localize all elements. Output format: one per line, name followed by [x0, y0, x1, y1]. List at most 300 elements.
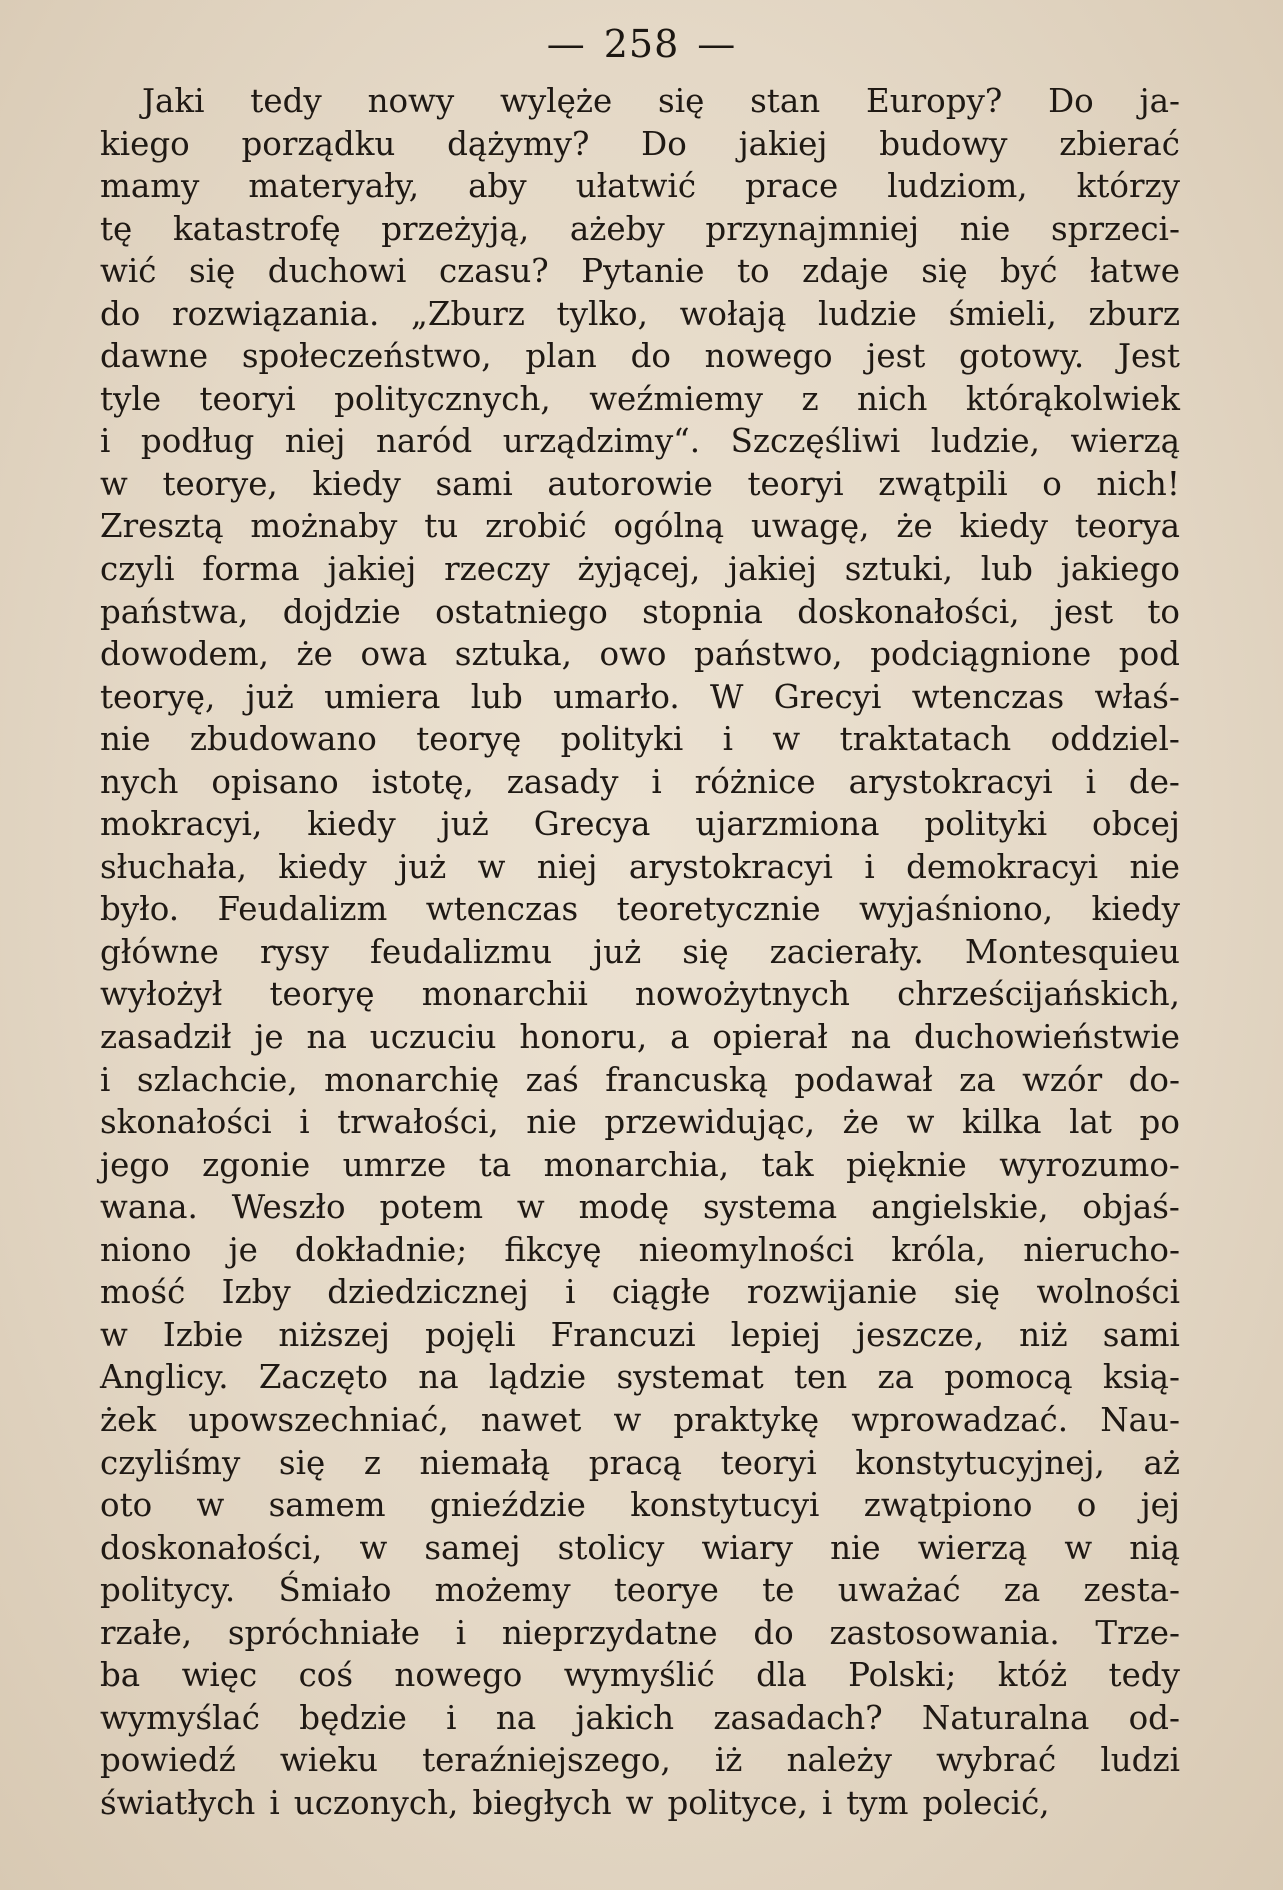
word: dowodem,: [100, 635, 269, 674]
word: uwagę,: [751, 507, 870, 546]
text-line: [100, 1229, 1180, 1272]
word: prace: [745, 167, 839, 206]
word: monarchia,: [543, 1145, 730, 1184]
word: wzór: [1022, 1060, 1103, 1099]
word: polityce,: [667, 1783, 808, 1822]
word: porządku: [241, 124, 396, 163]
text-line: [100, 1271, 1180, 1314]
word: ażeby: [569, 209, 665, 248]
word: i: [299, 1103, 310, 1142]
word: o: [1042, 464, 1062, 503]
word: urządzimy“.: [502, 422, 701, 461]
word: na: [495, 1698, 537, 1737]
word: nie: [100, 720, 151, 759]
text-line: [100, 803, 1180, 846]
word: ludzie: [818, 294, 917, 333]
word: powiedź: [100, 1741, 236, 1780]
word: w: [613, 1400, 642, 1439]
text-line: [100, 1186, 1180, 1229]
word: za: [1003, 1571, 1041, 1610]
word: przeżyją,: [381, 209, 530, 248]
word: owa: [360, 635, 428, 674]
word: pięknie: [846, 1145, 967, 1184]
word: sztuka,: [454, 635, 572, 674]
word: katastrofę: [172, 209, 341, 248]
word: nich: [857, 379, 928, 418]
word: pod: [1118, 635, 1180, 674]
text-line: [100, 1442, 1180, 1485]
word: stolicy: [557, 1528, 665, 1567]
word: sztuki,: [844, 550, 953, 589]
word: dokładnie;: [294, 1230, 468, 1269]
word: lub: [980, 550, 1033, 589]
word: społeczeństwo,: [241, 337, 492, 376]
page-number: 258: [603, 22, 680, 66]
word: nowy: [367, 82, 455, 120]
word: coś: [298, 1656, 354, 1695]
word: je: [254, 1018, 284, 1057]
word: wymyślić: [563, 1656, 715, 1695]
word: w: [516, 1188, 545, 1227]
word: zwątpili: [878, 464, 1008, 503]
word: się: [278, 1443, 326, 1482]
word: jest: [1053, 592, 1114, 631]
word: Grecyi: [773, 677, 882, 716]
word: de-: [1128, 762, 1180, 801]
word: nie: [526, 1103, 577, 1142]
word: Zaczęto: [258, 1358, 388, 1397]
word: teoryę: [416, 720, 522, 759]
word: potem: [379, 1188, 484, 1227]
text-line: [100, 888, 1180, 931]
word: plan: [525, 337, 597, 376]
word: wieku: [279, 1741, 378, 1780]
word: francuską: [605, 1060, 768, 1099]
text-line: [100, 1484, 1180, 1527]
word: owo: [599, 635, 667, 674]
word: zrobić: [485, 507, 587, 546]
text-line: [100, 208, 1180, 251]
word: niej: [284, 422, 346, 461]
word: się: [921, 252, 968, 291]
word: jakich: [575, 1698, 675, 1737]
word: wolności: [1036, 1273, 1180, 1312]
word: państwa,: [100, 592, 249, 631]
word: demokracyi: [906, 847, 1099, 886]
word: od-: [1128, 1698, 1180, 1737]
word: zbierać: [1059, 124, 1180, 163]
text-line: [100, 1527, 1180, 1570]
word: państwo,: [694, 635, 843, 674]
word: rzeczy: [444, 550, 550, 589]
word: angielskie,: [871, 1188, 1049, 1227]
word: ludzie,: [930, 422, 1040, 461]
text-line: [100, 718, 1180, 761]
word: jego: [100, 1145, 170, 1184]
word: wymyślać: [100, 1698, 261, 1737]
word: sami: [1102, 1315, 1180, 1354]
word: słuchała,: [100, 847, 247, 886]
word: Weszło: [231, 1188, 346, 1227]
word: „Zburz: [411, 294, 525, 333]
word: samem: [268, 1486, 386, 1525]
word: niemałą: [419, 1443, 551, 1482]
word: należy: [786, 1741, 892, 1780]
word: i: [446, 1698, 457, 1737]
word: wyrozumo-: [999, 1145, 1180, 1184]
word: nieprzydatne: [501, 1613, 718, 1652]
word: zburz: [1088, 294, 1180, 333]
word: Anglicy.: [100, 1358, 229, 1397]
word: wybrać: [936, 1741, 1057, 1780]
word: gotowy.: [959, 337, 1085, 376]
word: kiedy: [312, 464, 401, 503]
word: wylęże: [500, 82, 613, 120]
word: już: [440, 805, 489, 844]
word: się: [682, 932, 729, 971]
word: dawne: [100, 337, 209, 376]
word: właś-: [1094, 677, 1180, 716]
word: wtenczas: [911, 677, 1065, 716]
word: różnice: [694, 762, 816, 801]
word: tedy: [250, 82, 322, 120]
word: kiedy: [959, 507, 1049, 546]
word: na: [850, 1018, 892, 1057]
word: do-: [1128, 1060, 1180, 1099]
word: materyały,: [248, 167, 420, 206]
word: Feudalizm: [217, 890, 388, 929]
word: i: [722, 720, 734, 759]
text-line: [100, 973, 1180, 1016]
word: pojęli: [425, 1315, 516, 1354]
word: lub: [470, 677, 523, 716]
word: ciągłe: [611, 1273, 711, 1312]
word: to: [736, 252, 770, 291]
word: oddziel-: [1050, 720, 1180, 759]
word: autorowie: [547, 464, 713, 503]
word: więc: [181, 1656, 258, 1695]
word: rysy: [259, 932, 329, 971]
word: do: [753, 1613, 794, 1652]
word: w: [772, 720, 801, 759]
word: w: [100, 1315, 128, 1354]
word: lepiej: [730, 1315, 821, 1354]
word: uczonych,: [293, 1783, 459, 1822]
word: mamy: [100, 167, 200, 206]
word: nowożytnych: [635, 975, 850, 1014]
word: możnaby: [250, 507, 398, 546]
text-line: [100, 335, 1180, 378]
word: ba: [100, 1656, 141, 1695]
word: aby: [468, 167, 527, 206]
word: rozwijanie: [746, 1273, 918, 1312]
word: że: [842, 1103, 879, 1142]
word: zwątpiono: [863, 1486, 1033, 1525]
word: tak: [761, 1145, 814, 1184]
word: dziedzicznej: [327, 1273, 529, 1312]
word: podług: [140, 422, 255, 461]
word: przewidując,: [604, 1103, 816, 1142]
word: w: [359, 1528, 388, 1567]
word: to: [1147, 592, 1180, 631]
word: naród: [376, 422, 473, 461]
word: jakiej: [728, 550, 817, 589]
word: było.: [100, 890, 180, 929]
word: sprzeci-: [1050, 209, 1180, 248]
word: teraźniejszego,: [422, 1741, 671, 1780]
word: na: [418, 1358, 459, 1397]
word: kiedy: [1091, 890, 1180, 929]
word: ostatniego: [435, 592, 608, 631]
text-line: [100, 463, 1180, 506]
word: weźmiemy: [589, 379, 764, 418]
word: nierucho-: [1023, 1230, 1180, 1269]
word: teorya: [1074, 507, 1180, 546]
word: w: [906, 1103, 935, 1142]
word: duchowi: [267, 252, 407, 291]
word: kiedy: [278, 847, 367, 886]
word: Europy?: [865, 82, 1003, 120]
word: jest: [866, 337, 926, 376]
word: Śmiało: [278, 1571, 392, 1610]
word: ujarzmiona: [695, 805, 880, 844]
word: niej: [536, 847, 598, 886]
word: pomocą: [944, 1358, 1073, 1397]
word: i: [100, 422, 111, 461]
word: i: [269, 1783, 280, 1822]
word: o: [1076, 1486, 1097, 1525]
word: sami: [435, 464, 513, 503]
text-line: [100, 548, 1180, 591]
word: dla: [756, 1656, 807, 1695]
word: czasu?: [438, 252, 549, 291]
word: zbudowano: [189, 720, 377, 759]
word: mość: [100, 1273, 186, 1312]
word: wtenczas: [425, 890, 579, 929]
word: przynajmniej: [705, 209, 920, 248]
word: wić: [100, 252, 157, 291]
word: już: [398, 847, 447, 886]
text-line: [100, 293, 1180, 336]
word: objaś-: [1082, 1188, 1180, 1227]
word: żyjącej,: [577, 550, 701, 589]
word: do: [630, 337, 671, 376]
word: Izbie: [162, 1315, 244, 1354]
word: stan: [750, 82, 821, 120]
word: podawał: [794, 1060, 933, 1099]
word: jeszcze,: [856, 1315, 985, 1354]
word: ludziom,: [887, 167, 1028, 206]
text-line: [100, 846, 1180, 889]
word: W: [710, 677, 744, 716]
text-line: [100, 1016, 1180, 1059]
word: w: [625, 1783, 654, 1822]
word: ja-: [1139, 82, 1180, 120]
word: opisano: [211, 762, 339, 801]
word: na: [306, 1018, 347, 1057]
text-line: [100, 1612, 1180, 1655]
word: podciągnione: [870, 635, 1092, 674]
word: jakiej: [327, 550, 417, 589]
word: modę: [578, 1188, 670, 1227]
word: konstytucyi: [630, 1486, 820, 1525]
word: nią: [1129, 1528, 1180, 1567]
word: uczuciu: [369, 1018, 497, 1057]
word: niższej: [278, 1315, 390, 1354]
word: dążymy?: [447, 124, 590, 163]
word: istotę,: [371, 762, 474, 801]
word: obcej: [1092, 805, 1180, 844]
word: żek: [100, 1400, 157, 1439]
word: zasadach?: [713, 1698, 883, 1737]
word: Trze-: [1095, 1613, 1180, 1652]
word: teoryi: [720, 1443, 817, 1482]
word: ludzi: [1100, 1741, 1180, 1780]
word: umiera: [324, 677, 441, 716]
word: wierzą: [917, 1528, 1028, 1567]
text-line: [100, 1356, 1180, 1399]
word: nawet: [480, 1400, 582, 1439]
word: nie: [959, 209, 1011, 248]
word: honoru,: [519, 1018, 648, 1057]
word: traktatach: [839, 720, 1012, 759]
text-line: [100, 591, 1180, 634]
word: wołają: [679, 294, 787, 333]
header-dash-left: —: [546, 22, 586, 66]
word: Szczęśliwi: [730, 422, 901, 461]
word: szlachcie,: [136, 1060, 298, 1099]
text-line: [100, 633, 1180, 676]
word: tylko,: [556, 294, 648, 333]
word: śmieli,: [948, 294, 1057, 333]
word: że: [896, 507, 933, 546]
body-text: [100, 80, 1180, 1824]
word: w: [477, 847, 506, 886]
word: biegłych: [472, 1783, 612, 1822]
word: po: [1139, 1103, 1180, 1142]
word: nowego: [394, 1656, 523, 1695]
word: za: [959, 1060, 996, 1099]
word: Polski;: [848, 1656, 957, 1695]
word: rzałe,: [100, 1613, 193, 1652]
word: zacierały.: [769, 932, 924, 971]
text-line: [100, 676, 1180, 719]
word: że: [296, 635, 333, 674]
word: ksią-: [1102, 1358, 1180, 1397]
word: uważać: [837, 1571, 961, 1610]
word: Jaki: [142, 82, 205, 120]
word: będzie: [299, 1698, 407, 1737]
text-line: [100, 1569, 1180, 1612]
text-line: [100, 1697, 1180, 1740]
word: trwałości,: [337, 1103, 499, 1142]
word: możemy: [434, 1571, 571, 1610]
text-line: [100, 420, 1180, 463]
word: ułatwić: [575, 167, 697, 206]
word: chrześcijańskich,: [897, 975, 1180, 1014]
text-line: [100, 1059, 1180, 1102]
word: aż: [1143, 1443, 1180, 1482]
word: nieomylności: [638, 1230, 855, 1269]
word: tedy: [1108, 1656, 1180, 1695]
word: już: [593, 932, 642, 971]
text-line: [100, 378, 1180, 421]
word: w: [100, 464, 128, 503]
word: zasadził: [100, 1018, 232, 1057]
word: teoryi: [747, 464, 844, 503]
word: skonałości: [100, 1103, 272, 1142]
word: a: [670, 1018, 690, 1057]
word: jakiego: [1060, 550, 1180, 589]
word: systemat: [616, 1358, 764, 1397]
word: duchowieństwie: [913, 1018, 1180, 1057]
word: spróchniałe: [227, 1613, 421, 1652]
word: króla,: [891, 1230, 987, 1269]
word: tu: [424, 507, 459, 546]
word: z: [801, 379, 819, 418]
text-line: [100, 165, 1180, 208]
word: kiedy: [307, 805, 396, 844]
word: ogólną: [613, 507, 725, 546]
word: i: [1085, 762, 1096, 801]
word: feudalizmu: [369, 932, 553, 971]
word: te: [762, 1571, 795, 1610]
word: samej: [424, 1528, 521, 1567]
word: zgonie: [202, 1145, 311, 1184]
word: konstytucyjnej,: [855, 1443, 1105, 1482]
word: zesta-: [1083, 1571, 1180, 1610]
text-line: [100, 80, 1180, 123]
word: pracą: [588, 1443, 683, 1482]
text-line: [100, 761, 1180, 804]
word: niż: [1019, 1315, 1068, 1354]
word: Zresztą: [100, 507, 224, 546]
word: Pytanie: [581, 252, 705, 291]
word: wyjaśniono,: [859, 890, 1054, 929]
word: w: [1064, 1528, 1093, 1567]
word: któż: [997, 1656, 1068, 1695]
word: tym: [846, 1783, 909, 1822]
word: teorye: [613, 1571, 719, 1610]
word: doskonałości,: [797, 592, 1020, 631]
word: teoryę,: [100, 677, 216, 716]
word: gnieździe: [429, 1486, 586, 1525]
word: nowego: [704, 337, 833, 376]
word: lat: [1069, 1103, 1112, 1142]
word: się: [658, 82, 705, 120]
word: czyli: [100, 550, 175, 589]
word: wana.: [100, 1188, 198, 1227]
word: ten: [793, 1358, 848, 1397]
word: opierał: [712, 1018, 828, 1057]
word: i: [864, 847, 875, 886]
word: się: [953, 1273, 1001, 1312]
word: być: [1000, 252, 1058, 291]
word: politycznych,: [334, 379, 551, 418]
text-line: [100, 1399, 1180, 1442]
word: z: [363, 1443, 381, 1482]
word: arystokracyi: [628, 847, 833, 886]
word: za: [877, 1358, 914, 1397]
word: kilka: [961, 1103, 1042, 1142]
page-header: [0, 22, 1283, 66]
word: arystokracyi: [848, 762, 1053, 801]
word: dojdzie: [282, 592, 401, 631]
word: nie: [830, 1528, 881, 1567]
word: monarchii: [421, 975, 588, 1014]
word: polecić,: [922, 1783, 1050, 1822]
word: rozwiązania.: [172, 294, 380, 333]
